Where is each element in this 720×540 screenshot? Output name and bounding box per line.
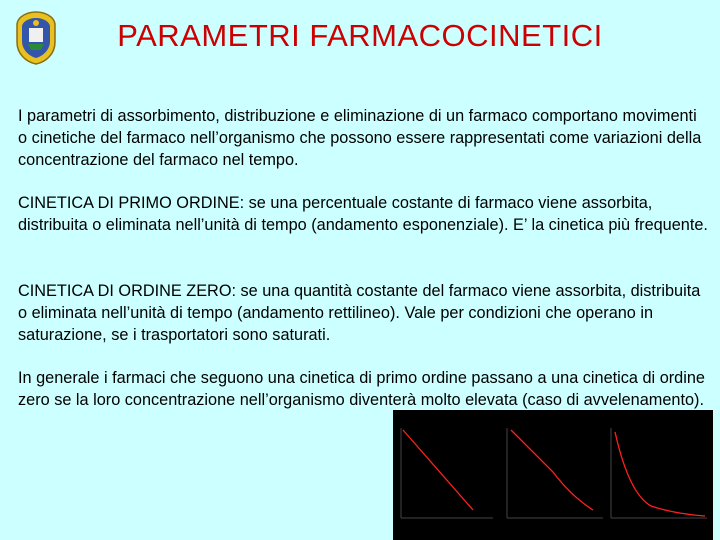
kinetics-graph-image <box>393 410 713 540</box>
page-title: PARAMETRI FARMACOCINETICI <box>117 18 603 53</box>
mixed-order-panel <box>507 428 603 518</box>
first-order-panel <box>611 428 707 518</box>
transition-paragraph: In generale i farmaci che seguono una cinetica di primo ordine passano a una cinetica di ordine zero se la loro concentrazione nell’organismo diventerà molto elevata (caso di avvelenamento). <box>18 369 705 409</box>
first-order-paragraph: CINETICA DI PRIMO ORDINE: se una percentuale costante di farmaco viene assorbita, distribuita o eliminata nell’unità di tempo (andamento esponenziale). E’ la cinetica più frequente. <box>18 194 708 234</box>
zero-order-panel <box>401 428 493 518</box>
zero-order-paragraph: CINETICA DI ORDINE ZERO: se una quantità costante del farmaco viene assorbita, distribuita o eliminata nell’unità di tempo (andamento rettilineo). Vale per condizioni che operano in saturazione, se i trasportatori sono saturati. <box>18 282 701 344</box>
intro-paragraph: I parametri di assorbimento, distribuzione e eliminazione di un farmaco comportano movimenti o cinetiche del farmaco nell’organismo che possono essere rappresentati come variazioni della concentrazione del farmaco nel tempo. <box>18 107 702 169</box>
